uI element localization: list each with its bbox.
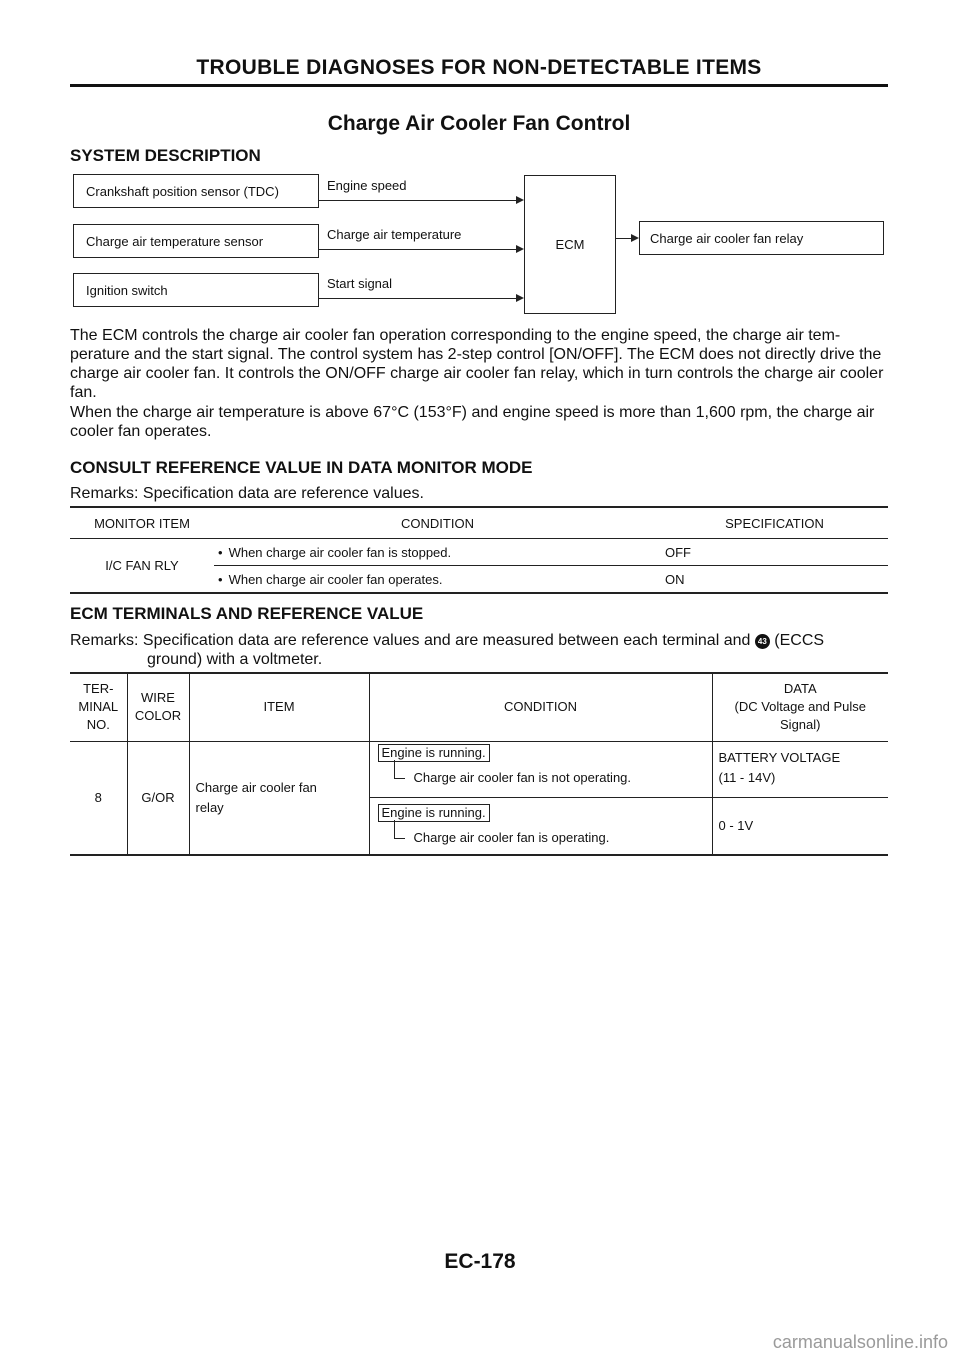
condition-operates: • When charge air cooler fan operates. bbox=[214, 566, 661, 594]
data-low-voltage: 0 - 1V bbox=[718, 818, 754, 834]
spec-on: ON bbox=[661, 566, 888, 594]
condition-state-box: Engine is running. bbox=[378, 804, 490, 822]
remarks-text-c: ground) with a voltmeter. bbox=[147, 651, 323, 668]
consult-remarks: Remarks: Specification data are reference values. bbox=[70, 485, 424, 502]
input-box-charge-air-temp-sensor: Charge air temperature sensor bbox=[73, 224, 319, 258]
table-row bbox=[70, 539, 888, 566]
input-box-ignition-switch: Ignition switch bbox=[73, 273, 319, 307]
condition-not-operating bbox=[369, 741, 712, 797]
col-specification: SPECIFICATION bbox=[661, 507, 888, 539]
ecm-header-row bbox=[70, 673, 888, 741]
signal-line-3 bbox=[319, 298, 516, 299]
consult-heading: CONSULT REFERENCE VALUE IN DATA MONITOR MODE bbox=[70, 458, 533, 477]
ecm-terminals-heading: ECM TERMINALS AND REFERENCE VALUE bbox=[70, 604, 424, 623]
col-condition: CONDITION bbox=[214, 507, 661, 539]
data-battery-voltage: BATTERY VOLTAGE (11 - 14V) bbox=[712, 741, 888, 797]
col-item: ITEM bbox=[189, 673, 369, 741]
col-terminal-no: TER- MINAL NO. bbox=[70, 673, 127, 741]
page-number: EC-178 bbox=[444, 1250, 516, 1273]
monitor-item-cell: I/C FAN RLY bbox=[70, 539, 214, 594]
table-row bbox=[70, 741, 888, 797]
consult-header-row bbox=[70, 507, 888, 539]
condition-stopped: • When charge air cooler fan is stopped. bbox=[214, 539, 661, 566]
condition-state-box: Engine is running. bbox=[378, 744, 490, 762]
page-title: Charge Air Cooler Fan Control bbox=[327, 112, 631, 135]
watermark: carmanualsonline.info bbox=[772, 1332, 948, 1352]
header-title: TROUBLE DIAGNOSES FOR NON-DETECTABLE ITEMS bbox=[196, 56, 762, 79]
consult-table bbox=[70, 506, 888, 594]
signal-engine-speed: Engine speed bbox=[327, 178, 407, 193]
signal-start: Start signal bbox=[327, 276, 393, 291]
condition-sub: Charge air cooler fan is operating. bbox=[378, 830, 706, 845]
description-paragraph-2: When the charge air temperature is above 67°C (153°F) and engine speed is more than 1,600 rpm, the charge air cooler fan operates. bbox=[70, 404, 875, 440]
ecm-box: ECM bbox=[524, 175, 616, 314]
spec-off: OFF bbox=[661, 539, 888, 566]
condition-operating bbox=[369, 797, 712, 855]
condition-sub: Charge air cooler fan is not operating. bbox=[378, 770, 706, 785]
description-paragraph-1: The ECM controls the charge air cooler fan operation corresponding to the engine speed, the charge air tem- perature and the start signal. The control system has 2-step control [ON/OFF]. The ECM does not directly drive the charge air cooler fan. It controls the ON/OFF charge air cooler fan relay, which in turn controls the charge air cooler fan. bbox=[70, 327, 884, 401]
col-monitor-item: MONITOR ITEM bbox=[70, 507, 214, 539]
input-box-crankshaft: Crankshaft position sensor (TDC) bbox=[73, 174, 319, 208]
arrow-3 bbox=[516, 294, 524, 302]
signal-charge-air-temperature: Charge air temperature bbox=[327, 227, 462, 242]
system-description-heading: SYSTEM DESCRIPTION bbox=[70, 146, 261, 165]
ecm-terminal-table bbox=[70, 672, 888, 856]
arrow-2 bbox=[516, 245, 524, 253]
output-box-fan-relay: Charge air cooler fan relay bbox=[639, 221, 884, 255]
col-condition: CONDITION bbox=[369, 673, 712, 741]
page-header bbox=[70, 56, 888, 87]
signal-line-2 bbox=[319, 249, 516, 250]
remarks-text-b: (ECCS bbox=[774, 632, 825, 649]
terminal-no-cell: 8 bbox=[70, 741, 127, 855]
ecm-remarks bbox=[70, 631, 890, 669]
output-line bbox=[616, 238, 631, 239]
col-data: DATA (DC Voltage and Pulse Signal) bbox=[712, 673, 888, 741]
output-arrow bbox=[631, 234, 639, 242]
remarks-text-a: Remarks: Specification data are reference values and are measured between each terminal and bbox=[70, 632, 751, 649]
wire-color-cell: G/OR bbox=[127, 741, 189, 855]
ground-symbol-icon: 43 bbox=[755, 634, 770, 649]
signal-line-1 bbox=[319, 200, 516, 201]
item-cell: Charge air cooler fan relay bbox=[189, 741, 369, 855]
col-wire-color: WIRE COLOR bbox=[127, 673, 189, 741]
arrow-1 bbox=[516, 196, 524, 204]
header-rule bbox=[70, 84, 888, 87]
